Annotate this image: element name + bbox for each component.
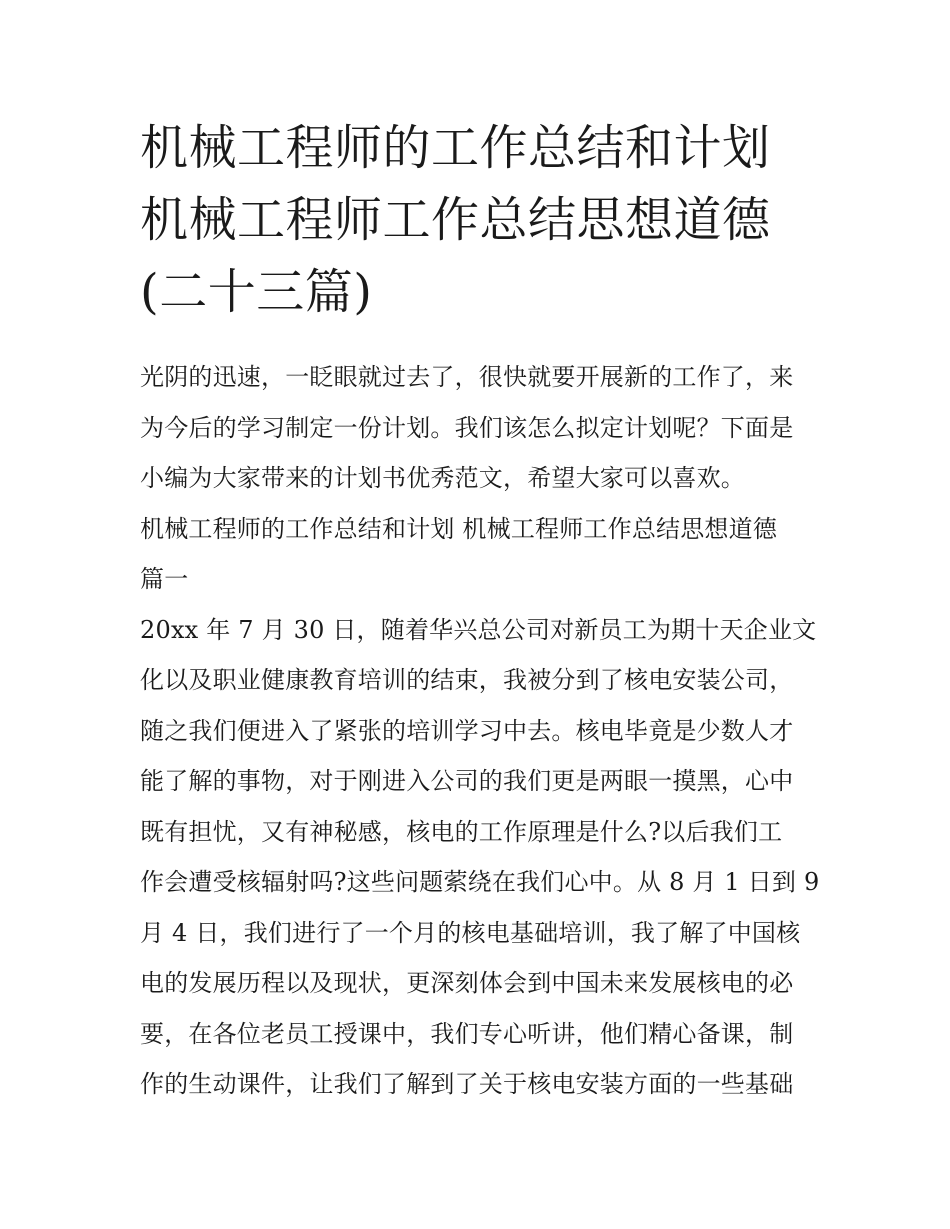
body-line: 要，在各位老员工授课中，我们专心听讲，他们精心备课，制 [140,1019,794,1048]
body-line: 为今后的学习制定一份计划。我们该怎么拟定计划呢？下面是 [140,413,794,442]
section-heading-line: 篇一 [140,565,189,593]
body-line: 作会遭受核辐射吗?这些问题萦绕在我们心中。从 8 月 1 日到 9 [140,868,820,896]
body-line: 20xx 年 7 月 30 日，随着华兴总公司对新员工为期十天企业文 [140,615,817,644]
body-line: 随之我们便进入了紧张的培训学习中去。核电毕竟是少数人才 [140,716,794,745]
body-line: 光阴的迅速，一眨眼就过去了，很快就要开展新的工作了，来 [140,363,794,391]
title-line: 机械工程师的工作总结和计划 [140,120,771,176]
body-line: 既有担忧，又有神秘感，核电的工作原理是什么?以后我们工 [140,817,783,846]
section-heading-line: 机械工程师的工作总结和计划 机械工程师工作总结思想道德 [140,514,778,543]
body-line: 能了解的事物，对于刚进入公司的我们更是两眼一摸黑，心中 [140,767,794,795]
body-line: 月 4 日，我们进行了一个月的核电基础培训，我了解了中国核 [140,918,801,947]
body-line: 小编为大家带来的计划书优秀范文，希望大家可以喜欢。 [140,464,745,492]
title-line: (二十三篇) [140,264,373,320]
document-title [140,112,820,328]
body-line: 电的发展历程以及现状，更深刻体会到中国未来发展核电的必 [140,969,794,997]
body-line: 作的生动课件，让我们了解到了关于核电安装方面的一些基础 [140,1070,794,1098]
body-line: 化以及职业健康教育培训的结束，我被分到了核电安装公司， [140,666,794,694]
document-body [140,352,830,1110]
title-line: 机械工程师工作总结思想道德 [140,192,771,248]
